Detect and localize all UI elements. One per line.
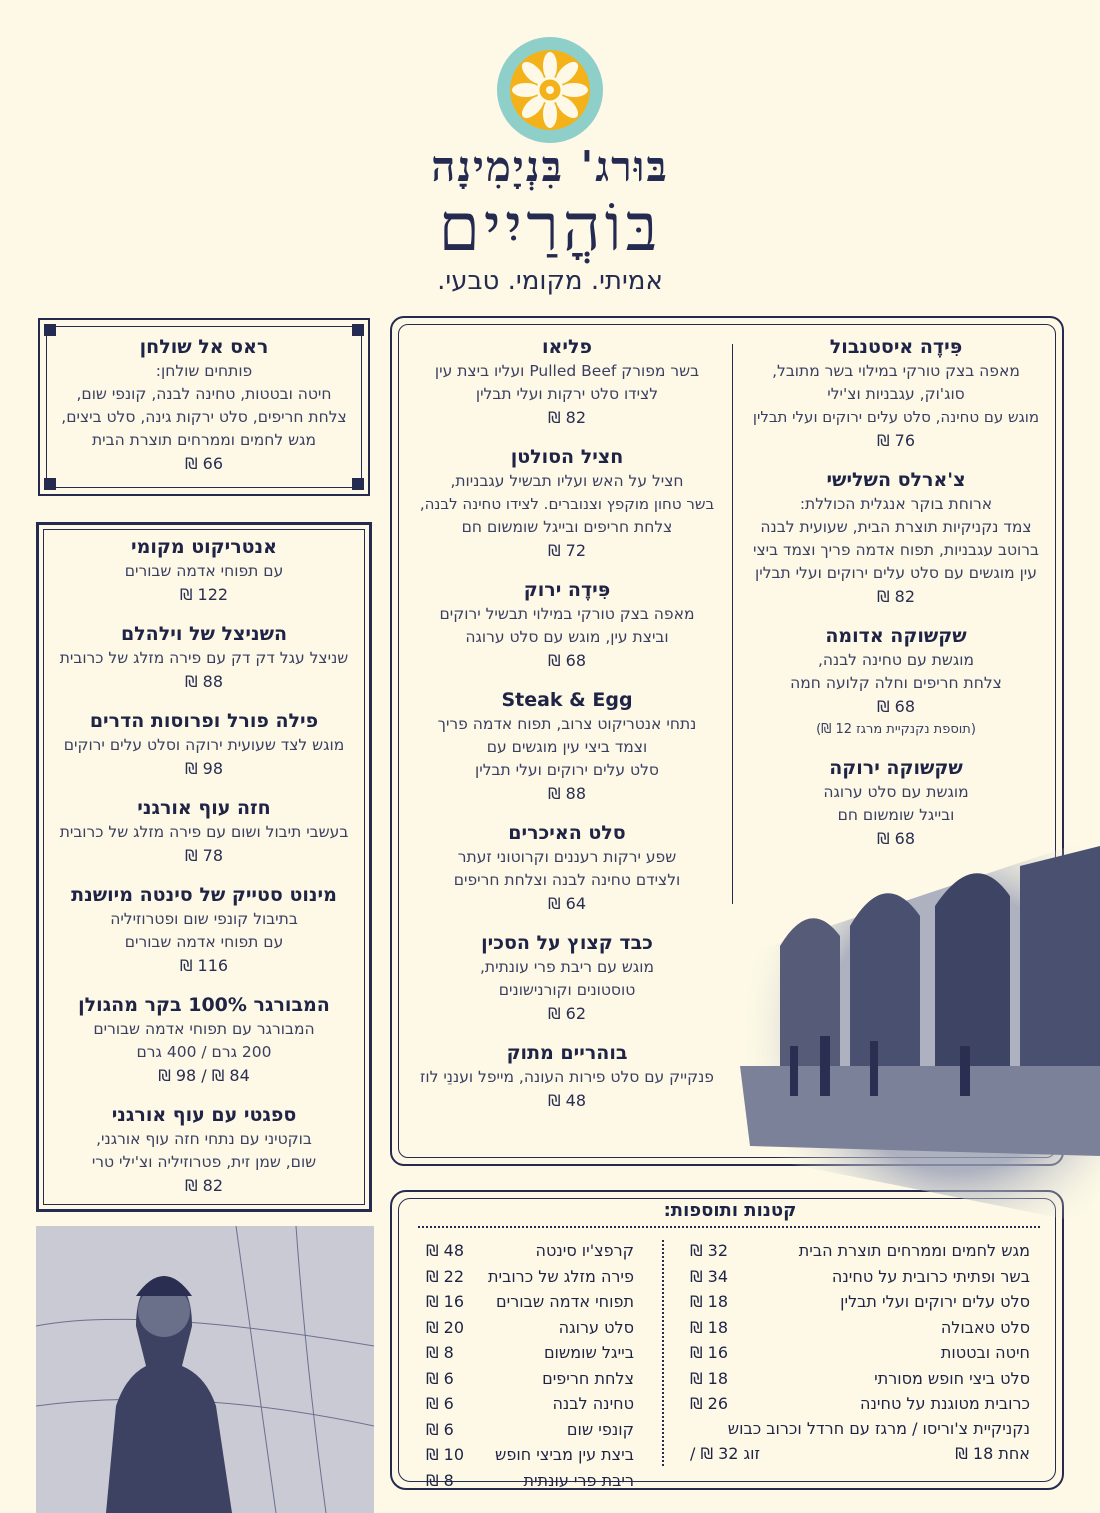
sausage-single-price: אחת 18 ₪ xyxy=(955,1444,1030,1463)
item-desc: צמד נקניקיות תוצרת הבית, שעועית לבנה xyxy=(760,518,1032,536)
item-title: שקשוקה ירוקה xyxy=(829,757,963,779)
item-desc: עם תפוחי אדמה שבורים xyxy=(124,933,284,951)
item-desc: מוגש לצד שעועית ירוקה וסלט עלים ירוקים xyxy=(63,736,345,754)
item-desc: שום, שמן זית, פטרוזיליה וצ'ילי טרי xyxy=(91,1153,317,1171)
side-name: חיטה ובטטות xyxy=(940,1343,1030,1362)
item-desc: המבורגר עם תפוחי אדמה שבורים xyxy=(93,1020,315,1038)
menu-item xyxy=(44,621,364,694)
flower-logo-icon xyxy=(496,36,604,144)
item-price: 98 ₪ xyxy=(185,759,223,778)
breakfast-column-right xyxy=(738,334,1054,865)
item-desc: בשר טחון מוקפץ וצנוברים. לצידו טחינה לבנה, xyxy=(419,495,715,513)
item-desc: מאפה בצק טורקי במילוי בשר מתובל, xyxy=(772,362,1020,380)
item-desc: צלחת חריפים וחלה קלועה חמה xyxy=(790,674,1002,692)
menu-item xyxy=(738,755,1054,851)
menu-item xyxy=(44,992,364,1088)
item-title: כבד קצוץ על הסכין xyxy=(481,932,653,954)
tagline: אמיתי. מקומי. טבעי. xyxy=(437,266,663,296)
side-price: 8 ₪ xyxy=(426,1343,454,1362)
side-price: 18 ₪ xyxy=(690,1317,728,1337)
side-name: תפוחי אדמה שבורים xyxy=(496,1292,634,1311)
item-desc: לצידו סלט ירקות ועלי תבלין xyxy=(475,385,659,403)
item-desc: 200 גרם / 400 גרם xyxy=(136,1043,272,1061)
side-name: בייגל שומשום xyxy=(543,1343,634,1362)
item-desc: ולצידם טחינה לבנה וצלחת חריפים xyxy=(453,871,681,889)
menu-item xyxy=(738,334,1054,453)
item-desc: בשר מפורק Pulled Beef ועליו ביצת עין xyxy=(434,362,700,380)
list-item xyxy=(690,1238,1030,1264)
mains-column xyxy=(44,534,364,1212)
item-title: Steak & Egg xyxy=(501,689,633,711)
list-item xyxy=(426,1289,634,1315)
item-price: 62 ₪ xyxy=(548,1004,586,1023)
list-item xyxy=(426,1468,634,1494)
side-name: סלט עלים ירוקים ועלי תבלין xyxy=(840,1292,1030,1311)
portrait-map-photo xyxy=(36,1226,374,1513)
sausage-name: נקניקיית צ'וריסו / מרגז עם חרדל וכרוב כבוש xyxy=(727,1419,1030,1438)
item-desc: עין מוגשים עם סלט עלים ירוקים ועלי תבלין xyxy=(755,564,1037,582)
item-price: 68 ₪ xyxy=(548,651,586,670)
side-price: 20 ₪ xyxy=(426,1317,464,1337)
menu-item xyxy=(44,1102,364,1198)
sides-dotted-divider xyxy=(662,1240,664,1466)
side-price: 6 ₪ xyxy=(426,1368,454,1388)
item-price: 116 ₪ xyxy=(179,956,229,975)
item-title: פליאו xyxy=(542,336,592,358)
menu-item xyxy=(406,687,728,806)
item-price: 64 ₪ xyxy=(548,894,586,913)
item-price: 122 ₪ xyxy=(179,585,229,604)
item-price: 76 ₪ xyxy=(877,431,915,450)
list-item xyxy=(426,1315,634,1341)
item-title: חזה עוף אורגני xyxy=(137,797,271,819)
item-price: 82 ₪ xyxy=(185,1176,223,1195)
column-divider xyxy=(732,344,733,904)
sides-list-left xyxy=(426,1238,634,1493)
side-name: ביצת עין מביצי חופש xyxy=(495,1445,634,1464)
side-price: 18 ₪ xyxy=(690,1292,728,1311)
menu-item xyxy=(406,930,728,1026)
item-desc: חציל על האש ועליו תבשיל עגבניות, xyxy=(450,472,684,490)
list-item xyxy=(690,1289,1030,1315)
item-desc: בוקטיני עם נתחי חזה עוף אורגני, xyxy=(96,1130,312,1148)
item-desc: נתחי אנטריקוט צרוב, תפוח אדמה פריך xyxy=(437,715,697,733)
side-name: צלחת חריפים xyxy=(542,1368,634,1388)
list-item xyxy=(690,1391,1030,1417)
item-price: 82 ₪ xyxy=(877,587,915,606)
item-title: מינוט סטייק של סינטה מיושנת xyxy=(71,884,337,906)
item-price: 68 ₪ xyxy=(877,697,915,716)
item-desc: וצמד ביצי עין מוגשים עם xyxy=(486,738,648,756)
side-name: קרפצ'יו סינטה xyxy=(535,1241,634,1260)
sides-list-right xyxy=(690,1238,1030,1417)
item-price: 68 ₪ xyxy=(877,829,915,848)
item-desc: שניצל עגל דק דק עם פירה מזלג של כרובית xyxy=(59,649,349,667)
item-price: 88 ₪ xyxy=(185,672,223,691)
item-desc: צלחת חריפים ובייגל שומשום חם xyxy=(461,518,673,536)
item-desc: ובייגל שומשום חם xyxy=(837,806,955,824)
item-desc: עם תפוחי אדמה שבורים xyxy=(124,562,284,580)
brand-name-main: בּוֹהֳרַיִים xyxy=(438,189,662,266)
table-starter-section xyxy=(44,334,364,490)
item-desc: שפע ירקות רעננים וקרוטוני זעתר xyxy=(457,848,677,866)
item-desc: פנקייק עם סלט פירות העונה, מייפל ועננֵי לוז xyxy=(420,1068,714,1086)
side-name: ריבת פרי עונתית xyxy=(523,1470,634,1490)
list-item xyxy=(426,1417,634,1443)
list-item xyxy=(426,1442,634,1468)
item-title: פִּידֶה ירוק xyxy=(523,579,611,601)
list-item xyxy=(426,1340,634,1366)
list-item xyxy=(426,1238,634,1264)
menu-item xyxy=(44,708,364,781)
item-price: 72 ₪ xyxy=(548,541,586,560)
item-title: בוהריים מתוק xyxy=(506,1042,628,1064)
menu-item xyxy=(406,334,728,430)
item-title: המבורגר 100% בקר מהגולן xyxy=(78,994,330,1016)
side-name: מגש לחמים וממרחים תוצרת הבית xyxy=(798,1241,1030,1260)
item-desc: סלט עלים ירוקים ועלי תבלין xyxy=(475,761,659,779)
list-item xyxy=(426,1391,634,1417)
side-price: 34 ₪ xyxy=(690,1266,728,1286)
menu-item xyxy=(44,534,364,607)
menu-item xyxy=(406,444,728,563)
side-price: 16 ₪ xyxy=(426,1292,464,1311)
item-desc: סוג'וק, עגבניות וצ'ילי xyxy=(827,385,965,403)
list-item xyxy=(426,1264,634,1290)
item-price: 84 ₪ / 98 ₪ xyxy=(158,1066,250,1085)
list-item xyxy=(690,1315,1030,1341)
side-name: פירה מזלג של כרובית xyxy=(487,1266,634,1286)
menu-item xyxy=(44,882,364,978)
brand-name-top: בּוּרג' בִּנְיָמִינָה xyxy=(431,142,669,191)
table-starter-line: חיטה ובטטות, טחינה לבנה, קונפי שום, xyxy=(76,385,332,403)
item-note: (תוספת נקנקיית מרגז 12 ₪) xyxy=(816,722,976,737)
ruins-photo xyxy=(720,836,1100,1226)
side-name: סלט טאבולה xyxy=(940,1317,1030,1337)
side-price: 6 ₪ xyxy=(426,1394,454,1413)
item-desc: וביצת עין, מוגש עם סלט ערוגה xyxy=(465,628,669,646)
menu-item xyxy=(406,1040,728,1113)
breakfast-column-left xyxy=(406,334,728,1127)
side-name: סלט ביצי חופש מסורתי xyxy=(874,1368,1030,1388)
table-starter-title: ראס אל שולחן xyxy=(139,336,269,358)
item-title: שקשוקה אדומה xyxy=(825,625,967,647)
side-price: 10 ₪ xyxy=(426,1445,464,1464)
table-starter-line: מגש לחמים וממרחים תוצרת הבית xyxy=(91,431,316,449)
sides-title: קטנות ותוספות: xyxy=(663,1200,797,1221)
sides-dotted-rule xyxy=(418,1226,1040,1228)
side-name: סלט ערוגה xyxy=(558,1317,634,1337)
list-item xyxy=(690,1264,1030,1290)
item-title: סלט האיכרים xyxy=(508,822,626,844)
item-desc: מוגש עם טחינה, סלט עלים ירוקים ועלי תבלין xyxy=(752,408,1040,426)
list-item xyxy=(690,1340,1030,1366)
item-title: חציל הסולטן xyxy=(510,446,624,468)
side-name: קונפי שום xyxy=(566,1419,634,1439)
menu-item xyxy=(738,467,1054,609)
side-price: 16 ₪ xyxy=(690,1343,728,1362)
item-price: 78 ₪ xyxy=(185,846,223,865)
item-price: 48 ₪ xyxy=(548,1091,586,1110)
item-title: ספגטי עם עוף אורגני xyxy=(111,1104,297,1126)
item-title: השניצל של וילהלם xyxy=(120,623,288,645)
menu-item xyxy=(738,623,1054,741)
item-title: צ'ארלס השלישי xyxy=(826,469,966,491)
item-title: פִּידֶה איסטנבול xyxy=(829,336,963,358)
item-desc: טוסטונים וקורנישונים xyxy=(498,981,636,999)
side-price: 22 ₪ xyxy=(426,1266,464,1286)
side-name: כרובית מטוגנת על טחינה xyxy=(860,1394,1030,1413)
table-starter-price: 66 ₪ xyxy=(185,454,223,473)
side-price: 48 ₪ xyxy=(426,1241,464,1260)
side-price: 8 ₪ xyxy=(426,1470,454,1490)
side-price: 26 ₪ xyxy=(690,1394,728,1413)
sausage-item xyxy=(690,1416,1030,1467)
item-desc: בעשבי תיבול ושום עם פירה מזלג של כרובית xyxy=(59,823,349,841)
sausage-prices xyxy=(690,1441,1030,1467)
item-desc: ברוטב עגבניות, תפוח אדמה פריך וצמד ביצי xyxy=(753,541,1039,559)
table-starter-line: פותחים שולחן: xyxy=(155,362,253,380)
table-starter-line: צלחת חריפים, סלט ירקות גינה, סלט ביצים, xyxy=(61,408,347,426)
side-price: 18 ₪ xyxy=(690,1368,728,1388)
item-desc: מוגש עם ריבת פרי עונתית, xyxy=(480,958,654,976)
side-name: טחינה לבנה xyxy=(552,1394,634,1413)
side-name: בשר ופתיתי כרובית על טחינה xyxy=(831,1266,1030,1286)
item-price: 88 ₪ xyxy=(548,784,586,803)
menu-item xyxy=(406,820,728,916)
item-price: 82 ₪ xyxy=(548,408,586,427)
item-desc: בתיבול קונפי שום ופטרוזיליה xyxy=(110,910,298,928)
list-item xyxy=(426,1366,634,1392)
side-price: 6 ₪ xyxy=(426,1419,454,1439)
item-title: פילה פורל ופרוסות הדרים xyxy=(89,710,319,732)
item-desc: מאפה בצק טורקי במילוי תבשיל ירוקים xyxy=(439,605,695,623)
item-desc: מוגשת עם סלט ערוגה xyxy=(823,783,969,801)
item-title: אנטריקוט מקומי xyxy=(130,536,278,558)
side-price: 32 ₪ xyxy=(690,1241,728,1260)
sausage-pair-price: זוג 32 ₪ / xyxy=(690,1444,761,1463)
menu-item xyxy=(44,795,364,868)
item-desc: מוגשת עם טחינה לבנה, xyxy=(817,651,975,669)
item-desc: ארוחת בוקר אנגלית הכוללת: xyxy=(799,495,993,513)
menu-item xyxy=(406,577,728,673)
list-item xyxy=(690,1366,1030,1392)
